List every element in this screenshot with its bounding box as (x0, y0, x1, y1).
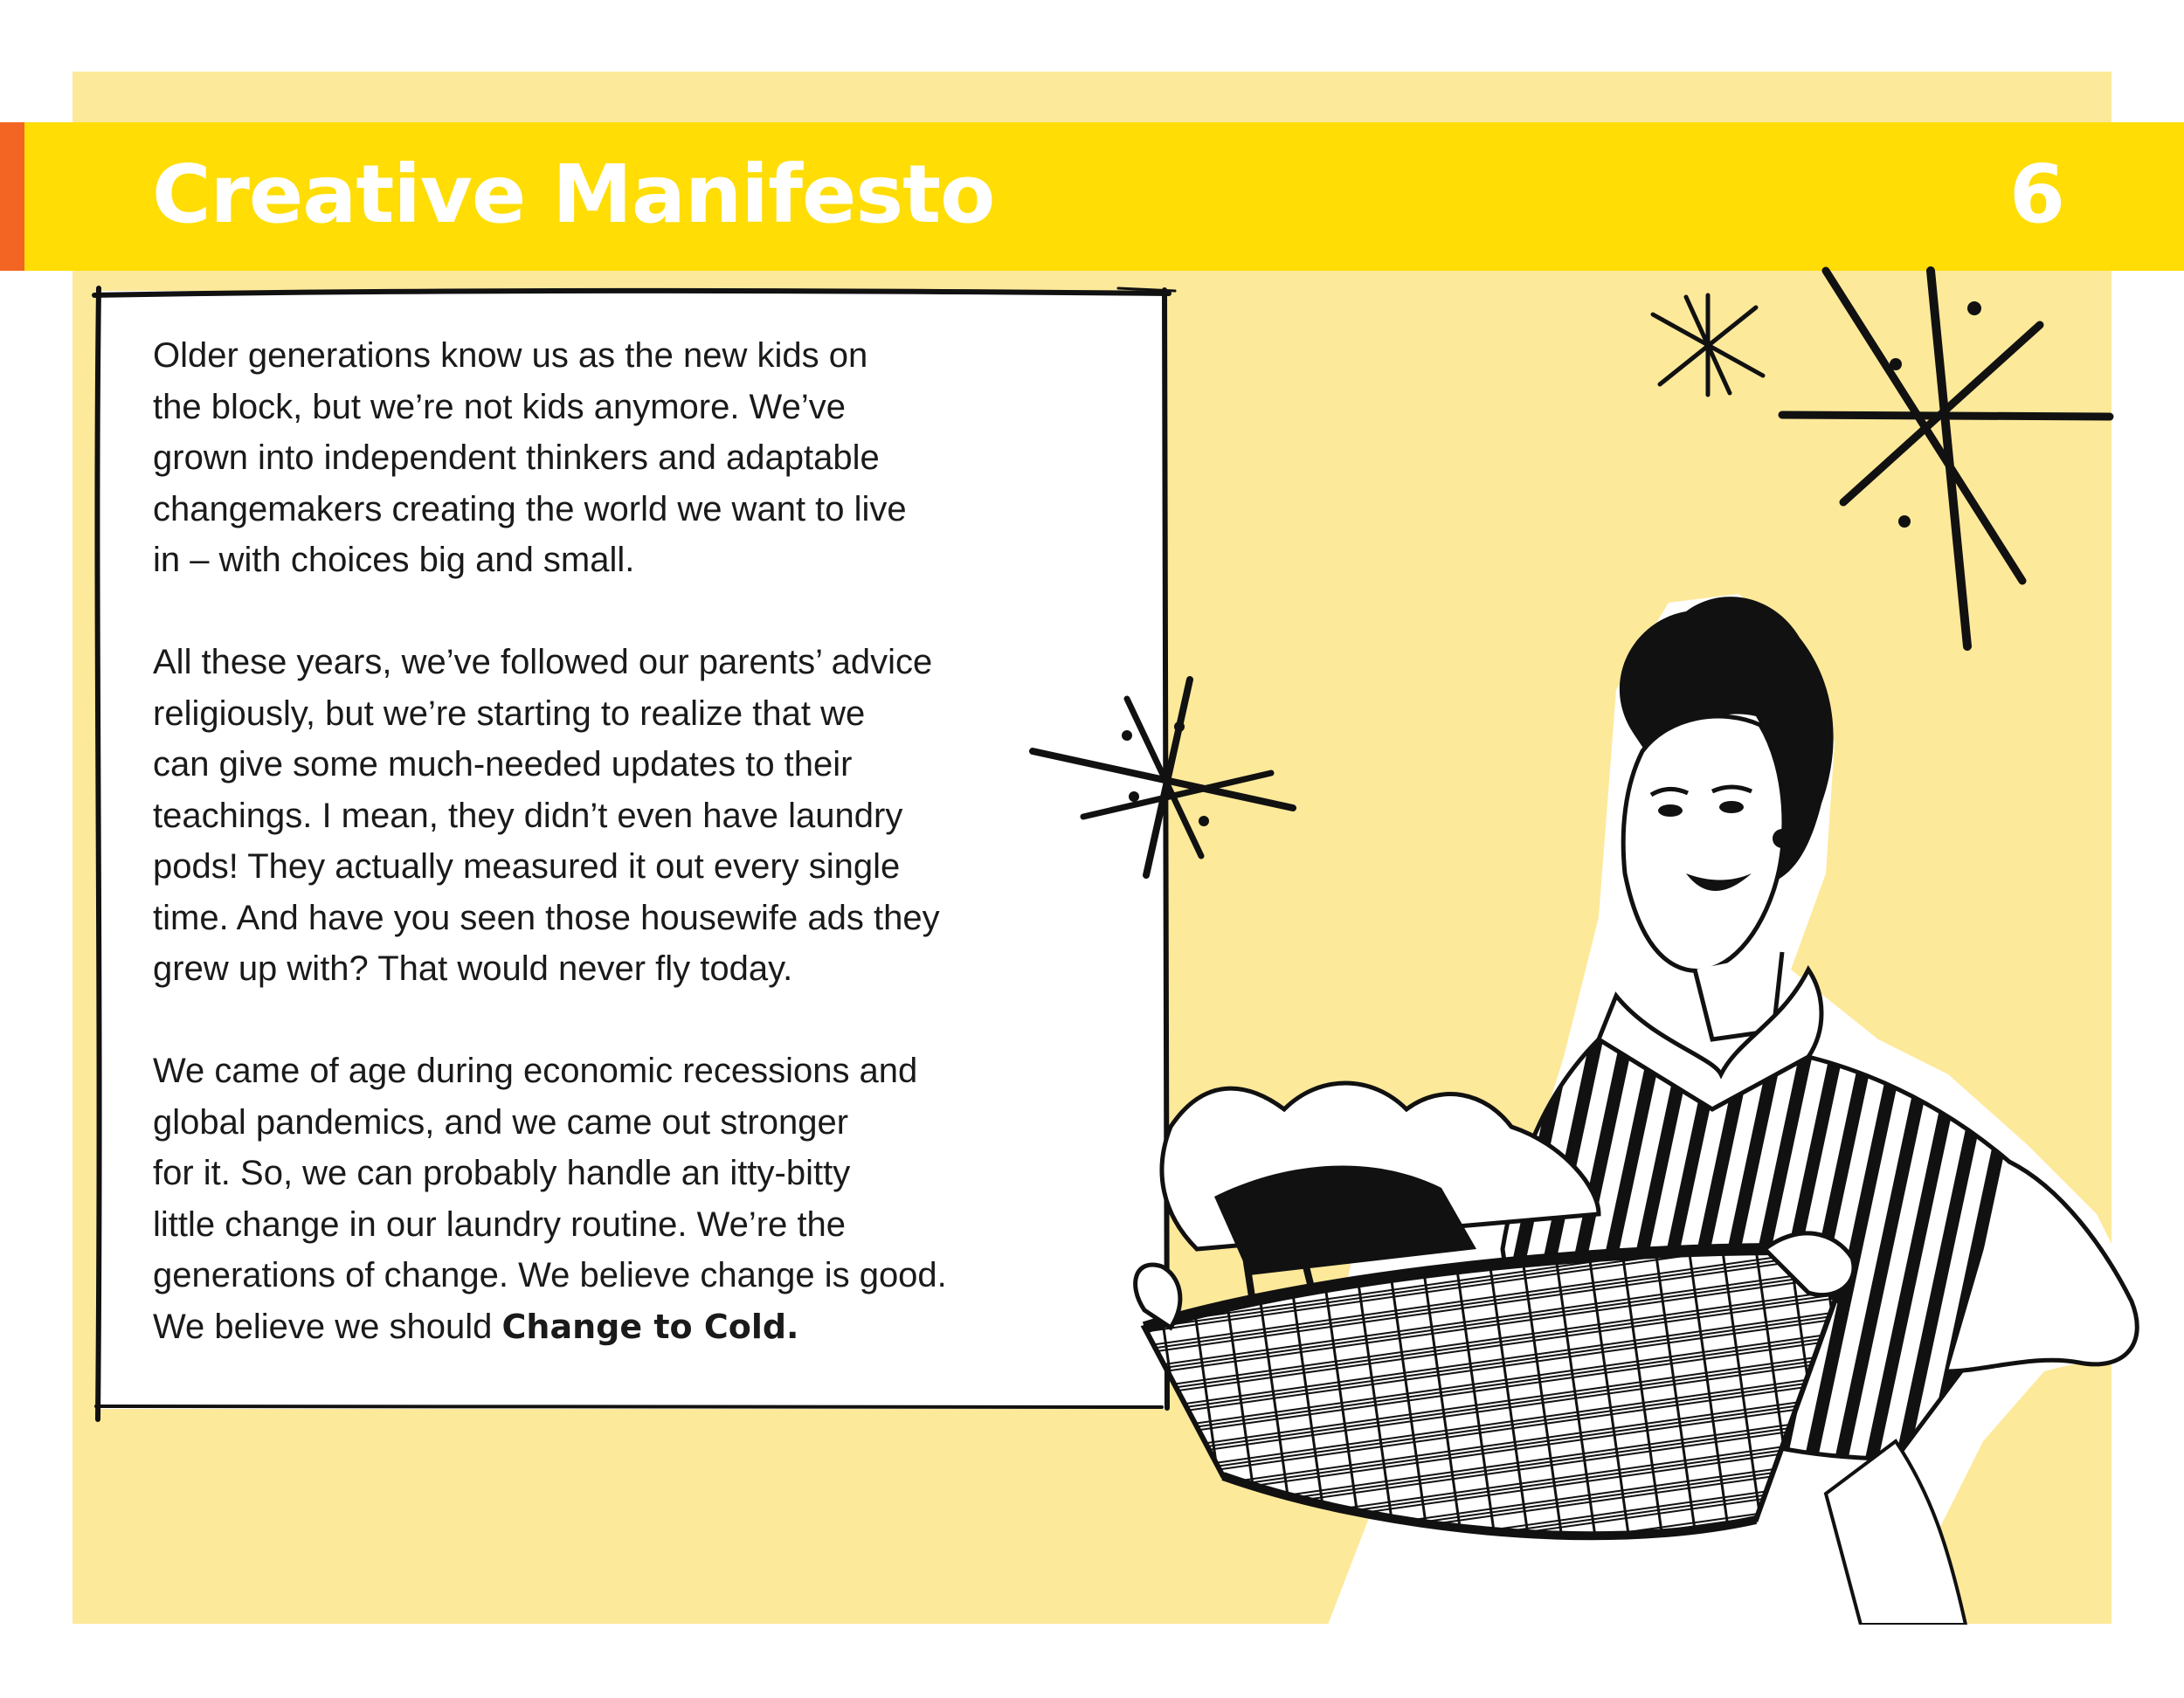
text-line: the block, but we’re not kids anymore. We’ve (153, 387, 846, 426)
starburst-icon (1642, 288, 1773, 402)
text-line: time. And have you seen those housewife ads they (153, 898, 940, 937)
text-line: little change in our laundry routine. We’re the (153, 1204, 847, 1244)
page-number: 6 (2008, 148, 2065, 241)
header-accent-tab (0, 122, 24, 271)
text-line: All these years, we’ve followed our parents’ advice (153, 643, 933, 681)
page-title: Creative Manifesto (152, 148, 995, 241)
text-line: in – with choices big and small. (153, 541, 635, 579)
manifesto-paragraph-1 (153, 330, 1131, 586)
text-line: pods! They actually measured it out every single (153, 847, 901, 886)
manifesto-paragraph-3 (153, 1046, 1131, 1352)
text-line: teachings. I mean, they didn’t even have laundry (153, 796, 903, 835)
change-to-cold-emphasis: Change to Cold. (501, 1307, 799, 1346)
text-line: We came of age during economic recessions and (153, 1052, 918, 1090)
text-line: grew up with? That would never fly today. (153, 949, 793, 988)
text-line: grown into independent thinkers and adaptable (153, 438, 880, 477)
manifesto-body (153, 330, 1131, 1352)
manifesto-paragraph-2 (153, 637, 1131, 995)
text-line: changemakers creating the world we want to live (153, 489, 907, 528)
text-line: can give some much-needed updates to their (153, 745, 853, 783)
text-line: global pandemics, and we came out stronger (153, 1102, 849, 1142)
text-line: for it. So, we can probably handle an itty-bitty (153, 1154, 851, 1192)
closing-line (153, 1301, 1131, 1353)
text-line: generations of change. We believe change is good. (153, 1256, 947, 1294)
closing-prefix: We believe we should (153, 1307, 502, 1346)
vintage-housewife-laundry-basket-illustration (1109, 585, 2158, 1625)
text-line: Older generations know us as the new kids on (153, 336, 868, 375)
text-line: religiously, but we’re starting to realize that we (153, 694, 866, 733)
